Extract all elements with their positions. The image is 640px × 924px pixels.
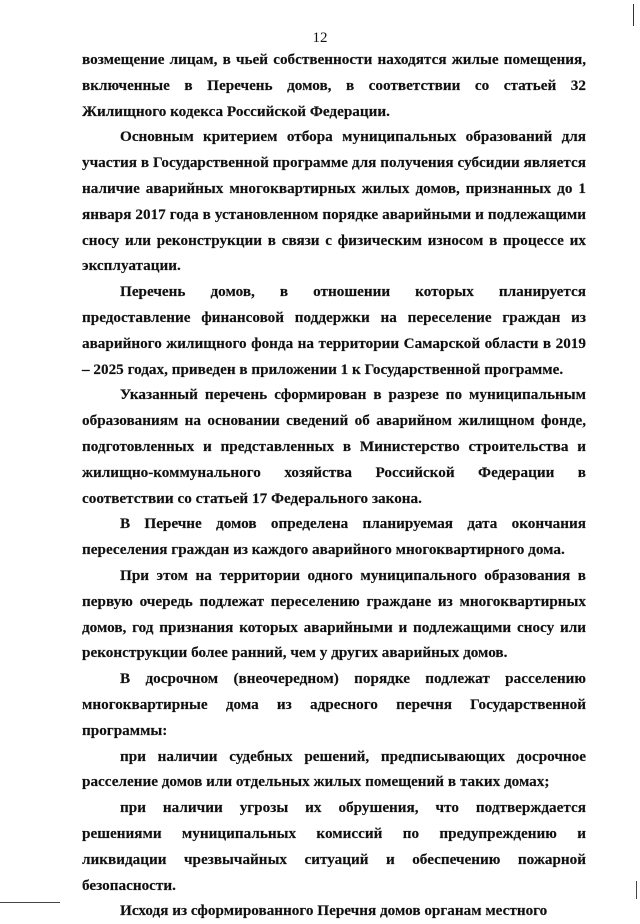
scan-edge-mark — [634, 881, 637, 899]
paragraph: при наличии угрозы их обрушения, что подтверждается решениями муниципальных комиссий по предупреждению и ликвидации чрезвычайных ситуаций и обеспечению пожарной безопасности. — [82, 799, 586, 894]
document-body — [82, 47, 586, 924]
paragraph: В Перечне домов определена планируемая дата окончания переселения граждан из каждого аварийного многоквартирного дома. — [82, 515, 586, 559]
scan-edge-mark — [0, 900, 60, 903]
paragraph: При этом на территории одного муниципального образования в первую очередь подлежат переселению граждане из многоквартирных домов, год признания которых аварийными и подлежащими сносу или реконструкции более ранний, чем у других аварийных домов. — [82, 566, 586, 662]
page-number: 12 — [312, 30, 328, 46]
scan-edge-mark — [627, 4, 634, 26]
paragraph: Исходя из сформированного Перечня домов органам местного — [120, 902, 548, 920]
paragraph: В досрочном (внеочередном) порядке подлежат расселению многоквартирные дома из адресного перечня Государственной программы: — [82, 670, 586, 739]
paragraph: при наличии судебных решений, предписывающих досрочное расселение домов или отдельных жилых помещений в таких домах; — [82, 747, 586, 791]
paragraph: Указанный перечень сформирован в разрезе по муниципальным образованиям на основании сведений об аварийном жилищном фонде, подготовленных и представленных в Министерство строительства и жилищно-коммунального хозяйства Российской Федерации в соответствии со статьей 17 Федерального закона. — [82, 386, 586, 507]
paragraph: Основным критерием отбора муниципальных образований для участия в Государственной программе для получения субсидии является наличие аварийных многоквартирных жилых домов, признанных до 1 января 2017 года в установленном порядке аварийными и подлежащими сносу или реконструкции в связи с физическим износом в процессе их эксплуатации. — [82, 128, 586, 275]
paragraph: Перечень домов, в отношении которых планируется предоставление финансовой поддержки на переселение граждан из аварийного жилищного фонда на территории Самарской области в 2019 – 2025 годах, приведен в приложении 1 к Государственной программе. — [82, 283, 586, 378]
paragraph: возмещение лицам, в чьей собственности находятся жилые помещения, включенные в Перечень домов, в соответствии со статьей 32 Жилищного кодекса Российской Федерации. — [82, 51, 586, 120]
